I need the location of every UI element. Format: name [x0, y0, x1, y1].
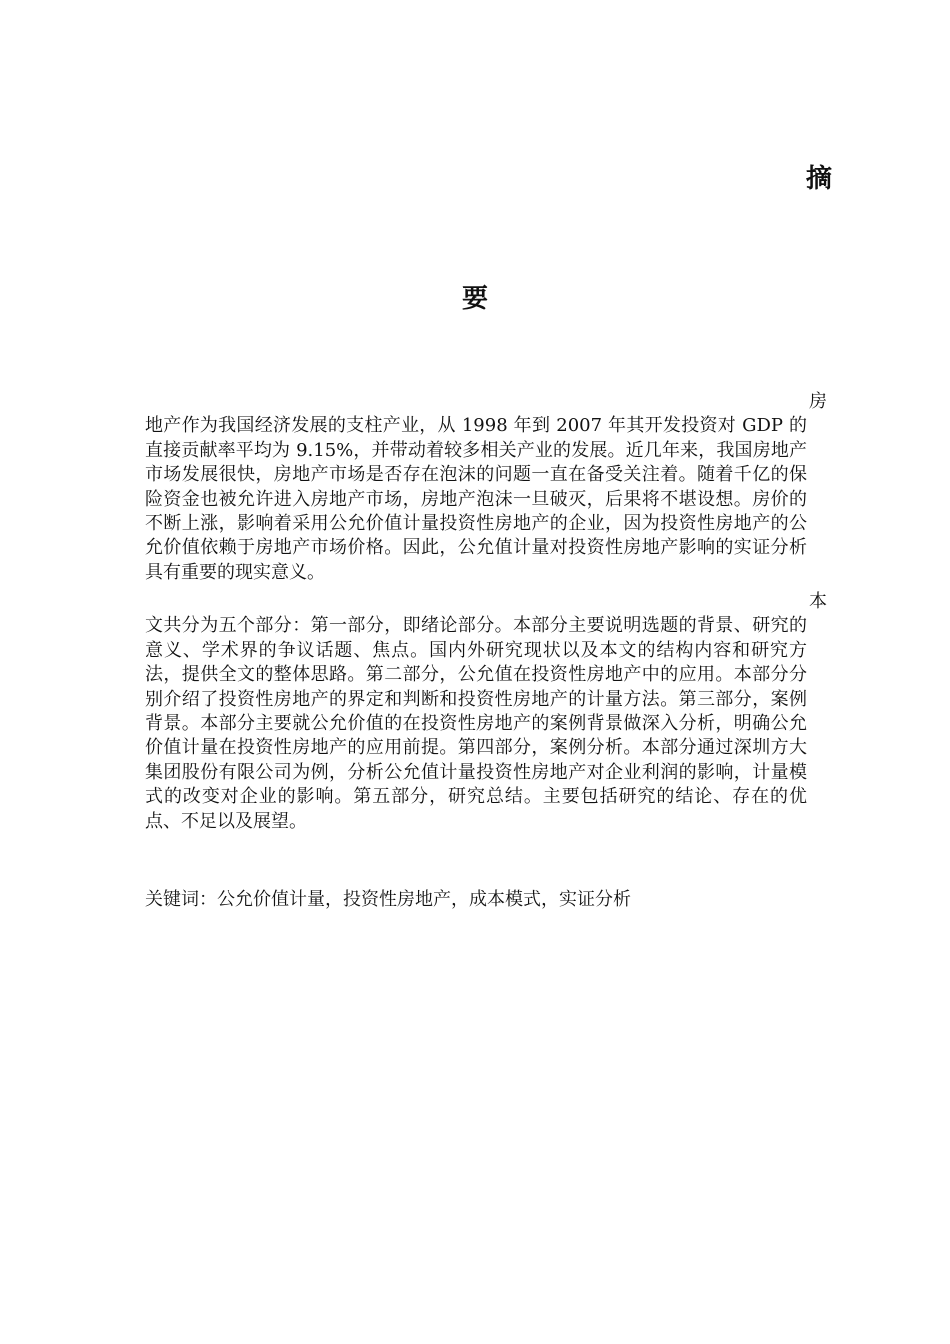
abstract-title-char-1: 摘 [806, 164, 833, 194]
keywords-line: 关键词：公允价值计量，投资性房地产，成本模式，实证分析 [145, 889, 631, 910]
abstract-paragraph-1 [145, 390, 827, 585]
paragraph-1-lead-char: 房 [809, 391, 827, 412]
abstract-paragraph-2 [145, 590, 827, 834]
paragraph-2-lead-char: 本 [809, 591, 827, 612]
paragraph-1-text: 地产作为我国经济发展的支柱产业，从 1998 年到 2007 年其开发投资对 GDP 的直接贡献率平均为 9.15%，并带动着较多相关产业的发展。近几年来，我国房地产市场发展很快，房地产市场是否存在泡沫的问题一直在备受关注着。随着千亿的保险资金也被允许进入房地产市场，房地产泡沫一旦破灭，后果将不堪设想。房价的不断上涨，影响着采用公允价值计量投资性房地产的企业，因为投资性房地产的公允价值依赖于房地产市场价格。因此，公允值计量对投资性房地产影响的实证分析具有重要的现实意义。 [145, 415, 807, 583]
abstract-title-char-2: 要 [462, 284, 489, 314]
paragraph-2-text: 文共分为五个部分：第一部分，即绪论部分。本部分主要说明选题的背景、研究的意义、学术界的争议话题、焦点。国内外研究现状以及本文的结构内容和研究方法，提供全文的整体思路。第二部分，公允值在投资性房地产中的应用。本部分分别介绍了投资性房地产的界定和判断和投资性房地产的计量方法。第三部分，案例背景。本部分主要就公允价值的在投资性房地产的案例背景做深入分析，明确公允价值计量在投资性房地产的应用前提。第四部分，案例分析。本部分通过深圳方大集团股份有限公司为例，分析公允值计量投资性房地产对企业利润的影响，计量模式的改变对企业的影响。第五部分，研究总结。主要包括研究的结论、存在的优点、不足以及展望。 [145, 615, 807, 832]
